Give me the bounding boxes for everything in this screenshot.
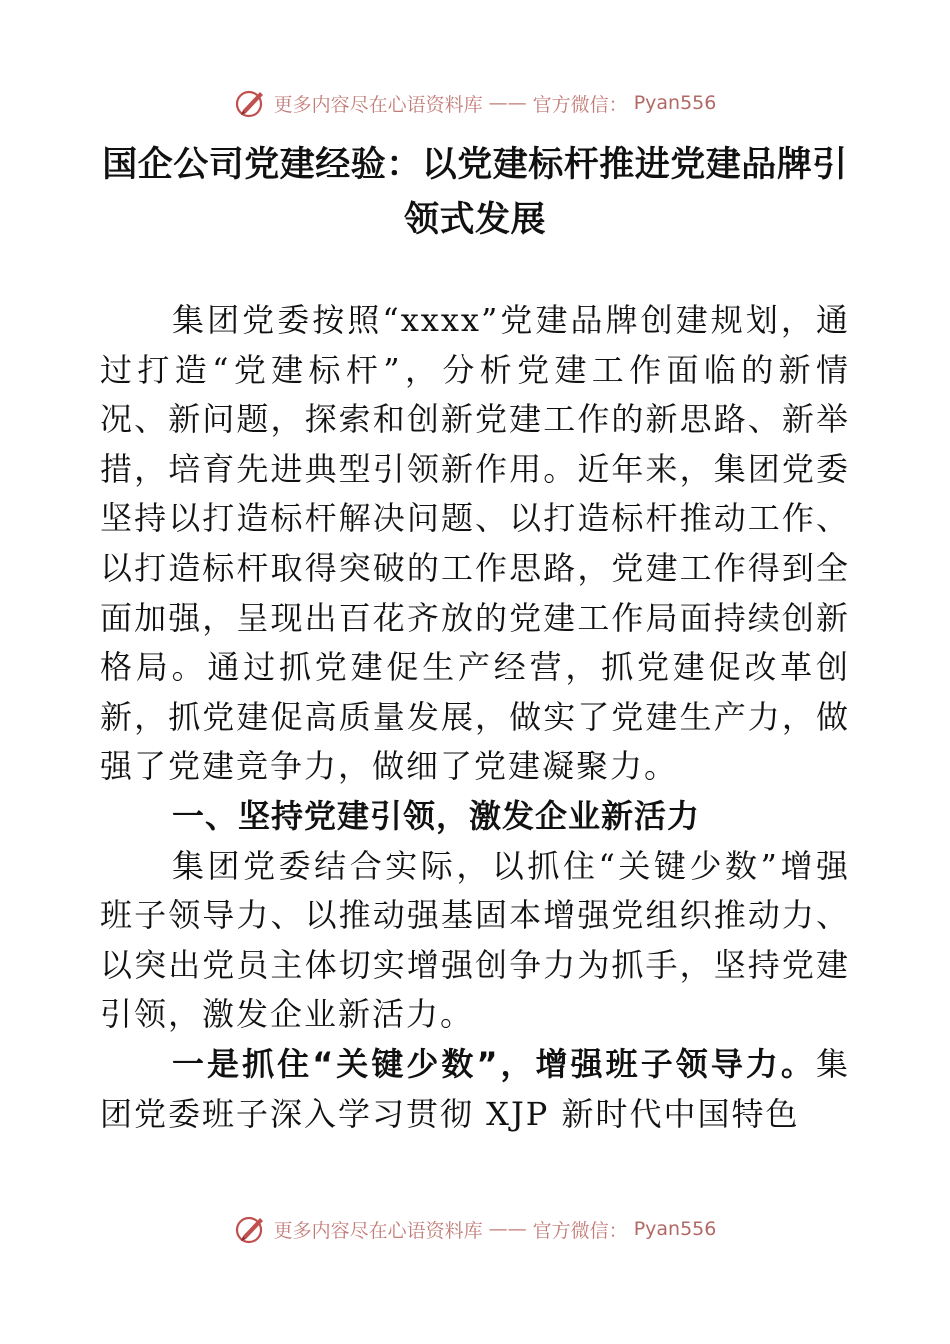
watermark-text: 更多内容尽在心语资料库	[273, 93, 483, 116]
document-body	[100, 296, 850, 1139]
watermark-dash: ——	[488, 92, 527, 114]
watermark-label: 官方微信：	[532, 1219, 628, 1242]
point-lead: 一是抓住“关键少数”，增强班子领导力。	[172, 1044, 816, 1083]
watermark-label: 官方微信：	[532, 93, 628, 116]
section-heading: 一、坚持党建引领，激发企业新活力	[172, 796, 701, 835]
watermark-brand: Pyan556	[633, 92, 717, 114]
document-title: 国企公司党建经验：以党建标杆推进党建品牌引领式发展	[102, 145, 848, 240]
point-text: 集团党委班子深入学习贯彻 XJP 新时代中国特色	[100, 1044, 850, 1133]
watermark-brand: Pyan556	[633, 1218, 717, 1240]
watermark-dash: ——	[488, 1218, 527, 1240]
pen-logo-icon	[234, 86, 268, 120]
intro-paragraph: 集团党委按照“xxxx”党建品牌创建规划，通过打造“党建标杆”，分析党建工作面临的新情况、新问题，探索和创新党建工作的新思路、新举措，培育先进典型引领新作用。近年来，集团党委坚持以打造标杆解决问题、以打造标杆推动工作、以打造标杆取得突破的工作思路，党建工作得到全面加强，呈现出百花齐放的党建工作局面持续创新格局。通过抓党建促生产经营，抓党建促改革创新，抓党建促高质量发展，做实了党建生产力，做强了党建竞争力，做细了党建凝聚力。	[100, 301, 850, 786]
footer-watermark	[0, 1209, 950, 1249]
section-paragraph: 集团党委结合实际，以抓住“关键少数”增强班子领导力、以推动强基固本增强党组织推动力、以突出党员主体切实增强创争力为抓手，坚持党建引领，激发企业新活力。	[100, 846, 850, 1034]
watermark-text: 更多内容尽在心语资料库	[273, 1219, 483, 1242]
header-watermark	[0, 83, 950, 123]
point-paragraph	[100, 1040, 850, 1139]
pen-logo-icon	[234, 1212, 268, 1246]
